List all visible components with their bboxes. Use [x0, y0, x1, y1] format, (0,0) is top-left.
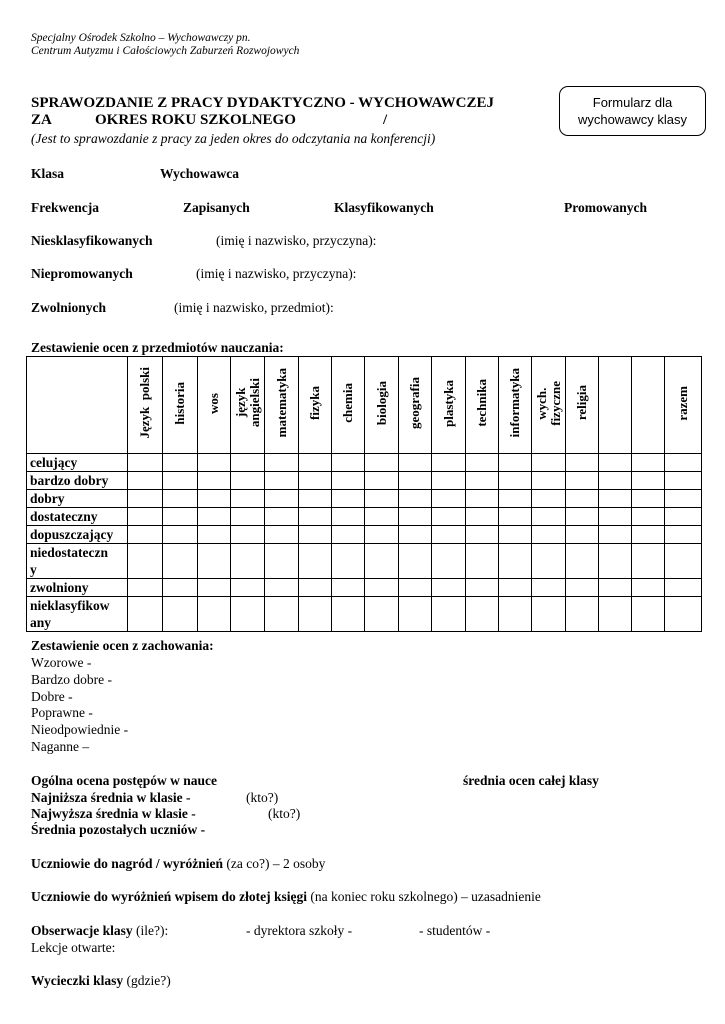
grade-cell[interactable] — [432, 597, 466, 632]
grade-row-label-cell — [27, 454, 128, 472]
label-niesklasyfikowanych: Niesklasyfikowanych — [31, 233, 153, 248]
grade-cell[interactable] — [365, 579, 399, 597]
grade-cell[interactable] — [265, 454, 299, 472]
grade-cell[interactable] — [566, 526, 599, 544]
grade-cell[interactable] — [665, 526, 702, 544]
grade-cell[interactable] — [432, 454, 466, 472]
subject-header-cell — [599, 357, 632, 454]
golden-book-line — [31, 889, 541, 905]
grade-cell[interactable] — [365, 472, 399, 490]
subject-label: Język polski — [137, 367, 152, 439]
grade-cell[interactable] — [128, 544, 163, 579]
grade-cell[interactable] — [599, 454, 632, 472]
grade-cell[interactable] — [128, 508, 163, 526]
grade-cell[interactable] — [163, 472, 198, 490]
hint-niesklasyfikowanych: (imię i nazwisko, przyczyna): — [216, 233, 377, 248]
subject-header-cell — [665, 357, 702, 454]
grade-cell[interactable] — [466, 579, 499, 597]
subject-header-cell — [399, 357, 432, 454]
behavior-item: Wzorowe - — [31, 655, 92, 670]
grade-row-label: dostateczny — [30, 509, 98, 524]
grade-cell[interactable] — [365, 544, 399, 579]
grade-cell[interactable] — [665, 508, 702, 526]
subject-header-cell — [532, 357, 566, 454]
grade-cell[interactable] — [532, 544, 566, 579]
grade-cell[interactable] — [466, 508, 499, 526]
behavior-item: Dobre - — [31, 688, 73, 704]
grade-cell[interactable] — [163, 490, 198, 508]
observations-studentow: - studentów - — [419, 923, 491, 938]
grade-cell[interactable] — [532, 597, 566, 632]
grade-cell[interactable] — [499, 472, 532, 490]
grade-cell[interactable] — [299, 597, 332, 632]
subject-header-cell — [499, 357, 532, 454]
grade-cell[interactable] — [332, 597, 365, 632]
grade-row-label: niedostateczn — [30, 545, 108, 560]
subject-header-cell — [265, 357, 299, 454]
grade-row-label-cell — [27, 490, 128, 508]
subject-header-cell — [432, 357, 466, 454]
grade-cell[interactable] — [632, 472, 665, 490]
behavior-item: Naganne – — [31, 739, 90, 754]
grade-cell[interactable] — [231, 597, 265, 632]
subject-header-cell — [231, 357, 265, 454]
grade-cell[interactable] — [599, 544, 632, 579]
grades-header-row — [27, 357, 702, 454]
najnizsza-kto: (kto?) — [246, 790, 279, 805]
grade-cell[interactable] — [599, 508, 632, 526]
najwyzsza-kto: (kto?) — [268, 806, 301, 821]
grade-cell[interactable] — [231, 579, 265, 597]
subject-label: technika — [474, 379, 489, 427]
behavior-item: Poprawne - — [31, 705, 93, 721]
grade-cell[interactable] — [566, 508, 599, 526]
label-klasa: Klasa — [31, 166, 65, 181]
title-slash: / — [383, 112, 388, 128]
form-type-line2: wychowawcy klasy — [577, 112, 688, 127]
grade-cell[interactable] — [332, 508, 365, 526]
grade-cell[interactable] — [163, 454, 198, 472]
grade-cell[interactable] — [265, 526, 299, 544]
label-zapisanych: Zapisanych — [183, 200, 250, 215]
grade-row — [27, 508, 702, 526]
grade-cell[interactable] — [365, 490, 399, 508]
grade-cell[interactable] — [299, 508, 332, 526]
grade-cell[interactable] — [532, 526, 566, 544]
grade-cell[interactable] — [466, 597, 499, 632]
subject-label: wos — [206, 392, 221, 414]
grade-cell[interactable] — [599, 472, 632, 490]
grade-cell[interactable] — [163, 544, 198, 579]
open-lessons: Lekcje otwarte: — [31, 940, 116, 955]
grade-cell[interactable] — [432, 490, 466, 508]
label-najnizsza: Najniższa średnia w klasie - — [31, 790, 191, 805]
grade-cell[interactable] — [599, 490, 632, 508]
trips-label: Wycieczki klasy — [31, 973, 124, 988]
grade-cell[interactable] — [632, 526, 665, 544]
grade-cell[interactable] — [466, 490, 499, 508]
grade-row — [27, 490, 702, 508]
grade-cell[interactable] — [231, 490, 265, 508]
grade-row-label: celujący — [30, 455, 78, 470]
grade-row-label-cell — [27, 579, 128, 597]
grade-cell[interactable] — [332, 579, 365, 597]
grade-cell[interactable] — [466, 472, 499, 490]
grade-row-label: zwolniony — [30, 580, 89, 595]
label-promowanych: Promowanych — [564, 200, 647, 215]
grade-cell[interactable] — [198, 544, 231, 579]
subject-label: fizyka — [307, 386, 322, 420]
grade-cell[interactable] — [466, 454, 499, 472]
grades-table-heading: Zestawienie ocen z przedmiotów nauczania: — [31, 340, 284, 355]
grade-cell[interactable] — [499, 454, 532, 472]
grade-cell[interactable] — [128, 597, 163, 632]
grade-cell[interactable] — [399, 508, 432, 526]
grade-cell[interactable] — [332, 454, 365, 472]
label-srednia-klasy: średnia ocen całej klasy — [463, 773, 599, 788]
grade-row-label-cell — [27, 472, 128, 490]
grade-row-label: bardzo dobry — [30, 473, 109, 488]
grade-row-label-cell — [27, 544, 128, 579]
grade-cell[interactable] — [399, 526, 432, 544]
form-type-box — [559, 86, 706, 136]
grades-corner-cell — [27, 357, 128, 454]
grade-cell[interactable] — [128, 490, 163, 508]
grade-cell[interactable] — [466, 526, 499, 544]
grade-cell[interactable] — [632, 597, 665, 632]
title-za: ZA — [31, 112, 52, 128]
grade-cell[interactable] — [265, 472, 299, 490]
grade-cell[interactable] — [365, 454, 399, 472]
grade-cell[interactable] — [399, 579, 432, 597]
grade-cell[interactable] — [432, 544, 466, 579]
grade-row — [27, 579, 702, 597]
grade-cell[interactable] — [198, 597, 231, 632]
report-title: SPRAWOZDANIE Z PRACY DYDAKTYCZNO - WYCHOWAWCZEJ — [31, 95, 494, 111]
grade-cell[interactable] — [399, 597, 432, 632]
grade-cell[interactable] — [163, 508, 198, 526]
grade-cell[interactable] — [198, 454, 231, 472]
label-wychowawca: Wychowawca — [160, 166, 239, 181]
grade-cell[interactable] — [532, 508, 566, 526]
grade-cell[interactable] — [532, 490, 566, 508]
subject-header-cell — [466, 357, 499, 454]
grade-cell[interactable] — [665, 454, 702, 472]
subject-header-cell — [566, 357, 599, 454]
grade-cell[interactable] — [332, 544, 365, 579]
grade-cell[interactable] — [299, 454, 332, 472]
grade-cell[interactable] — [566, 472, 599, 490]
grade-cell[interactable] — [599, 579, 632, 597]
subject-header-cell — [365, 357, 399, 454]
grade-cell[interactable] — [665, 579, 702, 597]
grade-cell[interactable] — [632, 490, 665, 508]
grade-cell[interactable] — [665, 472, 702, 490]
grade-cell[interactable] — [128, 454, 163, 472]
subject-label: matematyka — [273, 368, 289, 438]
subject-header-cell — [632, 357, 665, 454]
grade-row-label-cell — [27, 508, 128, 526]
subject-label: biologia — [373, 380, 389, 426]
grade-cell[interactable] — [566, 490, 599, 508]
trips-detail: (gdzie?) — [123, 973, 171, 988]
hint-zwolnionych: (imię i nazwisko, przedmiot): — [174, 300, 334, 315]
grade-cell[interactable] — [265, 597, 299, 632]
hint-niepromowanych: (imię i nazwisko, przyczyna): — [196, 266, 357, 281]
grade-row-label-cell — [27, 526, 128, 544]
grade-cell[interactable] — [566, 454, 599, 472]
behavior-heading: Zestawienie ocen z zachowania: — [31, 638, 214, 653]
grade-row-label: any — [30, 615, 52, 630]
subject-label: wych. fizyczne — [533, 380, 563, 426]
school-name-line1: Specjalny Ośrodek Szkolno – Wychowawczy pn. — [31, 32, 251, 44]
observations-detail: (ile?): — [132, 923, 169, 938]
grade-cell[interactable] — [128, 579, 163, 597]
grade-cell[interactable] — [432, 579, 466, 597]
grade-cell[interactable] — [163, 597, 198, 632]
subject-label: historia — [172, 381, 187, 425]
label-klasyfikowanych: Klasyfikowanych — [334, 200, 434, 215]
subject-header-cell — [332, 357, 365, 454]
grade-cell[interactable] — [265, 544, 299, 579]
grade-cell[interactable] — [499, 526, 532, 544]
grade-cell[interactable] — [198, 579, 231, 597]
grade-row-label: y — [30, 562, 37, 577]
grade-cell[interactable] — [399, 490, 432, 508]
title-period: OKRES ROKU SZKOLNEGO — [95, 112, 296, 128]
grade-cell[interactable] — [265, 579, 299, 597]
grade-cell[interactable] — [665, 544, 702, 579]
subject-label: geografia — [407, 377, 422, 429]
grade-cell[interactable] — [231, 508, 265, 526]
grade-row-label: nieklasyfikow — [30, 598, 110, 613]
grade-cell[interactable] — [163, 526, 198, 544]
grade-cell[interactable] — [466, 544, 499, 579]
grade-cell[interactable] — [198, 490, 231, 508]
behavior-item: Nieodpowiednie - — [31, 722, 129, 738]
grade-row — [27, 526, 702, 544]
observations-label: Obserwacje klasy — [31, 923, 133, 938]
grade-cell[interactable] — [332, 526, 365, 544]
grade-cell[interactable] — [599, 597, 632, 632]
grade-cell[interactable] — [499, 579, 532, 597]
form-type-line1: Formularz dla — [592, 95, 673, 110]
grade-row — [27, 472, 702, 490]
subject-header-cell — [128, 357, 163, 454]
grade-cell[interactable] — [299, 579, 332, 597]
awards-line — [31, 856, 325, 872]
grade-cell[interactable] — [128, 472, 163, 490]
subject-header-cell — [299, 357, 332, 454]
subject-label: język angielski — [232, 378, 262, 428]
grade-cell[interactable] — [198, 508, 231, 526]
grade-cell[interactable] — [198, 472, 231, 490]
grade-cell[interactable] — [299, 490, 332, 508]
grade-cell[interactable] — [566, 597, 599, 632]
title-note: (Jest to sprawozdanie z pracy za jeden okres do odczytania na konferencji) — [31, 131, 436, 146]
grade-cell[interactable] — [665, 597, 702, 632]
label-niepromowanych: Niepromowanych — [31, 266, 133, 281]
grade-cell[interactable] — [532, 472, 566, 490]
grade-cell[interactable] — [231, 472, 265, 490]
grade-cell[interactable] — [499, 597, 532, 632]
behavior-item: Bardzo dobre - — [31, 671, 112, 687]
grade-cell[interactable] — [399, 454, 432, 472]
grade-cell[interactable] — [231, 544, 265, 579]
grade-cell[interactable] — [532, 454, 566, 472]
awards-detail: (za co?) – 2 osoby — [223, 856, 326, 871]
grade-cell[interactable] — [499, 544, 532, 579]
grade-cell[interactable] — [399, 472, 432, 490]
grade-cell[interactable] — [265, 508, 299, 526]
subject-header-cell — [198, 357, 231, 454]
grade-cell[interactable] — [499, 508, 532, 526]
trips-line — [31, 973, 171, 989]
label-srednia-pozostalych: Średnia pozostałych uczniów - — [31, 822, 206, 837]
grade-cell[interactable] — [566, 544, 599, 579]
grade-cell[interactable] — [632, 544, 665, 579]
grade-cell[interactable] — [432, 472, 466, 490]
grade-cell[interactable] — [198, 526, 231, 544]
grade-cell[interactable] — [399, 544, 432, 579]
grade-row-label: dopuszczający — [30, 527, 114, 542]
grade-cell[interactable] — [265, 490, 299, 508]
school-name-line2: Centrum Autyzmu i Całościowych Zaburzeń Rozwojowych — [31, 45, 300, 57]
grade-row-label-cell — [27, 597, 128, 632]
subject-label: razem — [675, 385, 690, 421]
grade-row-label: dobry — [30, 491, 65, 506]
subject-header-cell — [163, 357, 198, 454]
grade-cell[interactable] — [365, 597, 399, 632]
grade-cell[interactable] — [365, 508, 399, 526]
grade-cell[interactable] — [332, 490, 365, 508]
grade-cell[interactable] — [599, 526, 632, 544]
golden-book-label: Uczniowie do wyróżnień wpisem do złotej księgi — [31, 889, 307, 904]
grade-cell[interactable] — [299, 526, 332, 544]
awards-label: Uczniowie do nagród / wyróżnień — [31, 856, 223, 871]
label-najwyzsza: Najwyższa średnia w klasie - — [31, 806, 196, 821]
label-zwolnionych: Zwolnionych — [31, 300, 107, 315]
grade-cell[interactable] — [128, 526, 163, 544]
grade-cell[interactable] — [499, 490, 532, 508]
grade-cell[interactable] — [432, 508, 466, 526]
grade-cell[interactable] — [231, 526, 265, 544]
subject-label: plastyka — [440, 379, 456, 427]
label-frekwencja: Frekwencja — [31, 200, 99, 215]
grade-cell[interactable] — [566, 579, 599, 597]
grade-cell[interactable] — [365, 526, 399, 544]
subject-label: religia — [574, 385, 589, 421]
grade-cell[interactable] — [665, 490, 702, 508]
observations-dyrektora: - dyrektora szkoły - — [246, 923, 353, 938]
observations-line — [31, 923, 168, 939]
subject-label: informatyka — [507, 368, 522, 438]
grade-cell[interactable] — [299, 544, 332, 579]
grade-cell[interactable] — [632, 454, 665, 472]
grade-row — [27, 544, 702, 579]
grade-cell[interactable] — [432, 526, 466, 544]
grade-cell[interactable] — [299, 472, 332, 490]
golden-book-detail: (na koniec roku szkolnego) – uzasadnienie — [306, 889, 541, 904]
grade-cell[interactable] — [231, 454, 265, 472]
grade-cell[interactable] — [532, 579, 566, 597]
grade-cell[interactable] — [632, 579, 665, 597]
grade-cell[interactable] — [332, 472, 365, 490]
label-ogolna-ocena: Ogólna ocena postępów w nauce — [31, 773, 218, 788]
grades-table — [26, 356, 702, 632]
grade-cell[interactable] — [632, 508, 665, 526]
grade-row — [27, 597, 702, 632]
subject-label: chemia — [340, 383, 355, 423]
grade-cell[interactable] — [163, 579, 198, 597]
grade-row — [27, 454, 702, 472]
